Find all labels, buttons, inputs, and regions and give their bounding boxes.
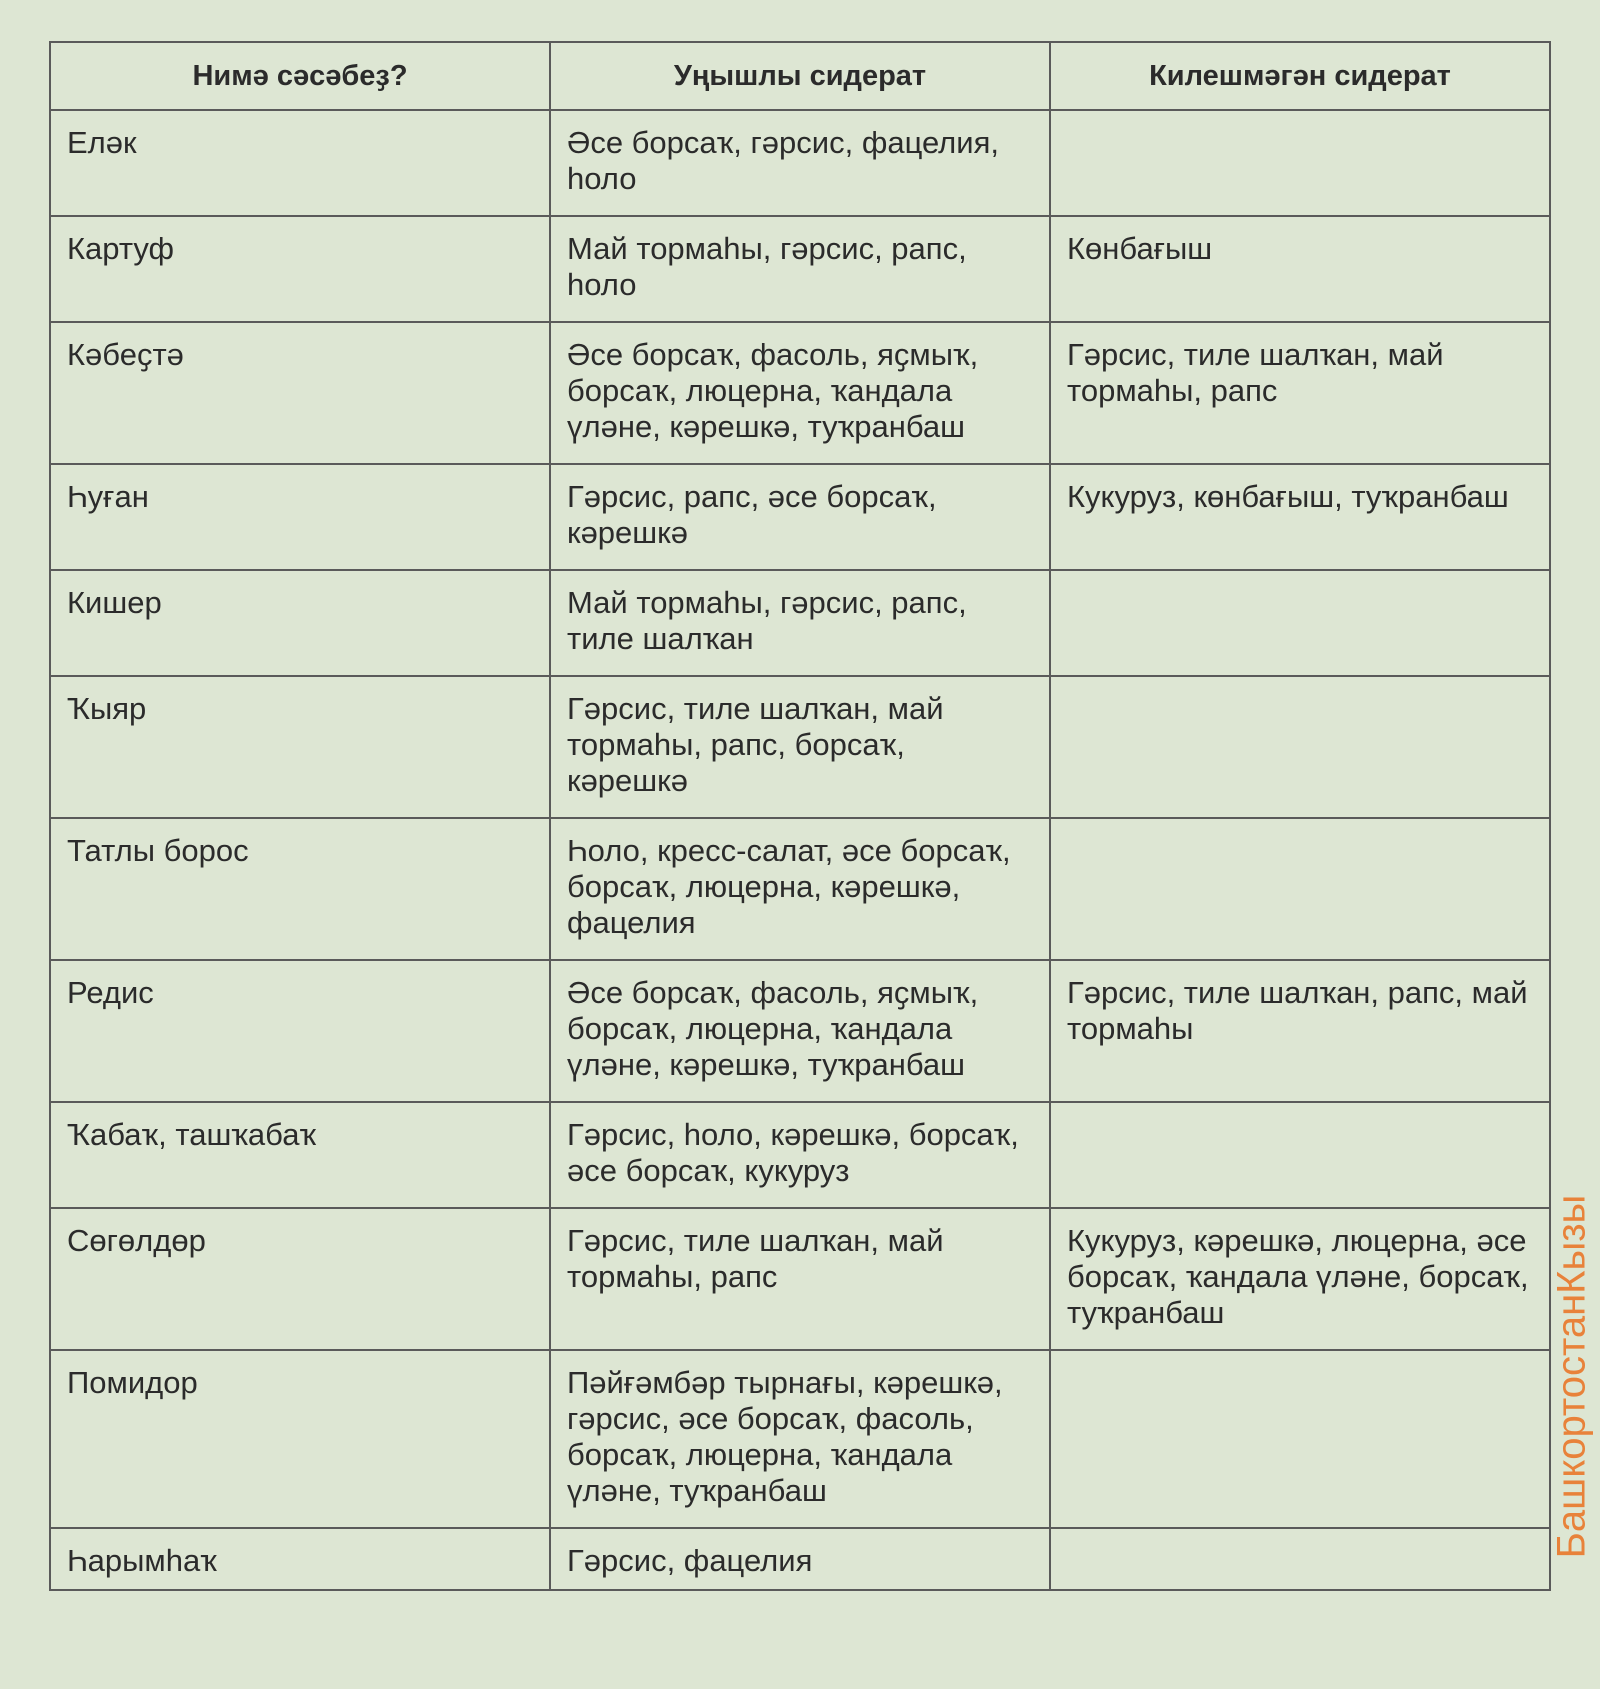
table-row (50, 676, 1550, 818)
table-row (50, 1102, 1550, 1208)
good-manure-cell: Гәрсис, һоло, кәрешкә, борсаҡ, әсе борсаҡ, кукуруз (550, 1102, 1050, 1208)
bad-manure-cell: Гәрсис, тиле шалҡан, май тормаһы, рапс (1050, 322, 1550, 464)
bad-manure-cell (1050, 570, 1550, 676)
good-manure-cell: Әсе борсаҡ, фасоль, яҫмыҡ, борсаҡ, люцерна, ҡандала үләне, кәрешкә, туҡранбаш (550, 322, 1050, 464)
crop-cell: Һарымһаҡ (50, 1528, 550, 1590)
good-manure-cell: Гәрсис, рапс, әсе борсаҡ, кәрешкә (550, 464, 1050, 570)
crop-cell: Помидор (50, 1350, 550, 1528)
crop-cell: Картуф (50, 216, 550, 322)
crop-cell: Кишер (50, 570, 550, 676)
crop-cell: Редис (50, 960, 550, 1102)
bad-manure-cell (1050, 1102, 1550, 1208)
bad-manure-cell (1050, 1350, 1550, 1528)
crop-cell: Сөгөлдөр (50, 1208, 550, 1350)
header-good-green-manure: Уңышлы сидерат (550, 42, 1050, 110)
crop-cell: Һуған (50, 464, 550, 570)
bad-manure-cell (1050, 1528, 1550, 1590)
crop-cell: Ҡабаҡ, ташҡабаҡ (50, 1102, 550, 1208)
table-row (50, 1350, 1550, 1528)
companion-plants-table-container (49, 41, 1549, 1591)
bad-manure-cell (1050, 818, 1550, 960)
bad-manure-cell: Гәрсис, тиле шалҡан, рапс, май тормаһы (1050, 960, 1550, 1102)
companion-plants-table (49, 41, 1551, 1591)
crop-cell: Ҡыяр (50, 676, 550, 818)
crop-cell: Татлы борос (50, 818, 550, 960)
good-manure-cell: Гәрсис, тиле шалҡан, май тормаһы, рапс, борсаҡ, кәрешкә (550, 676, 1050, 818)
good-manure-cell: Әсе борсаҡ, гәрсис, фацелия, һоло (550, 110, 1050, 216)
bad-manure-cell: Кукуруз, көнбағыш, туҡранбаш (1050, 464, 1550, 570)
table-row (50, 818, 1550, 960)
crop-cell: Кәбеҫтә (50, 322, 550, 464)
good-manure-cell: Әсе борсаҡ, фасоль, яҫмыҡ, борсаҡ, люцерна, ҡандала үләне, кәрешкә, туҡранбаш (550, 960, 1050, 1102)
crop-cell: Еләк (50, 110, 550, 216)
table-row (50, 570, 1550, 676)
bad-manure-cell: Көнбағыш (1050, 216, 1550, 322)
table-row (50, 960, 1550, 1102)
good-manure-cell: Пәйғәмбәр тырнағы, кәрешкә, гәрсис, әсе борсаҡ, фасоль, борсаҡ, люцерна, ҡандала үләне, туҡранбаш (550, 1350, 1050, 1528)
good-manure-cell: Май тормаһы, гәрсис, рапс, тиле шалҡан (550, 570, 1050, 676)
good-manure-cell: Һоло, кресс-салат, әсе борсаҡ, борсаҡ, люцерна, кәрешкә, фацелия (550, 818, 1050, 960)
good-manure-cell: Май тормаһы, гәрсис, рапс, һоло (550, 216, 1050, 322)
watermark-text: БашкортостанКызы (1549, 1194, 1594, 1558)
bad-manure-cell (1050, 110, 1550, 216)
table-row (50, 216, 1550, 322)
header-crop: Нимә сәсәбеҙ? (50, 42, 550, 110)
table-row (50, 110, 1550, 216)
bad-manure-cell (1050, 676, 1550, 818)
table-header-row (50, 42, 1550, 110)
good-manure-cell: Гәрсис, тиле шалҡан, май тормаһы, рапс (550, 1208, 1050, 1350)
table-row (50, 322, 1550, 464)
bad-manure-cell: Кукуруз, кәрешкә, люцерна, әсе борсаҡ, ҡандала үләне, борсаҡ, туҡранбаш (1050, 1208, 1550, 1350)
good-manure-cell: Гәрсис, фацелия (550, 1528, 1050, 1590)
watermark (1549, 1171, 1594, 1581)
header-bad-green-manure: Килешмәгән сидерат (1050, 42, 1550, 110)
table-row (50, 1528, 1550, 1590)
table-row (50, 1208, 1550, 1350)
table-row (50, 464, 1550, 570)
